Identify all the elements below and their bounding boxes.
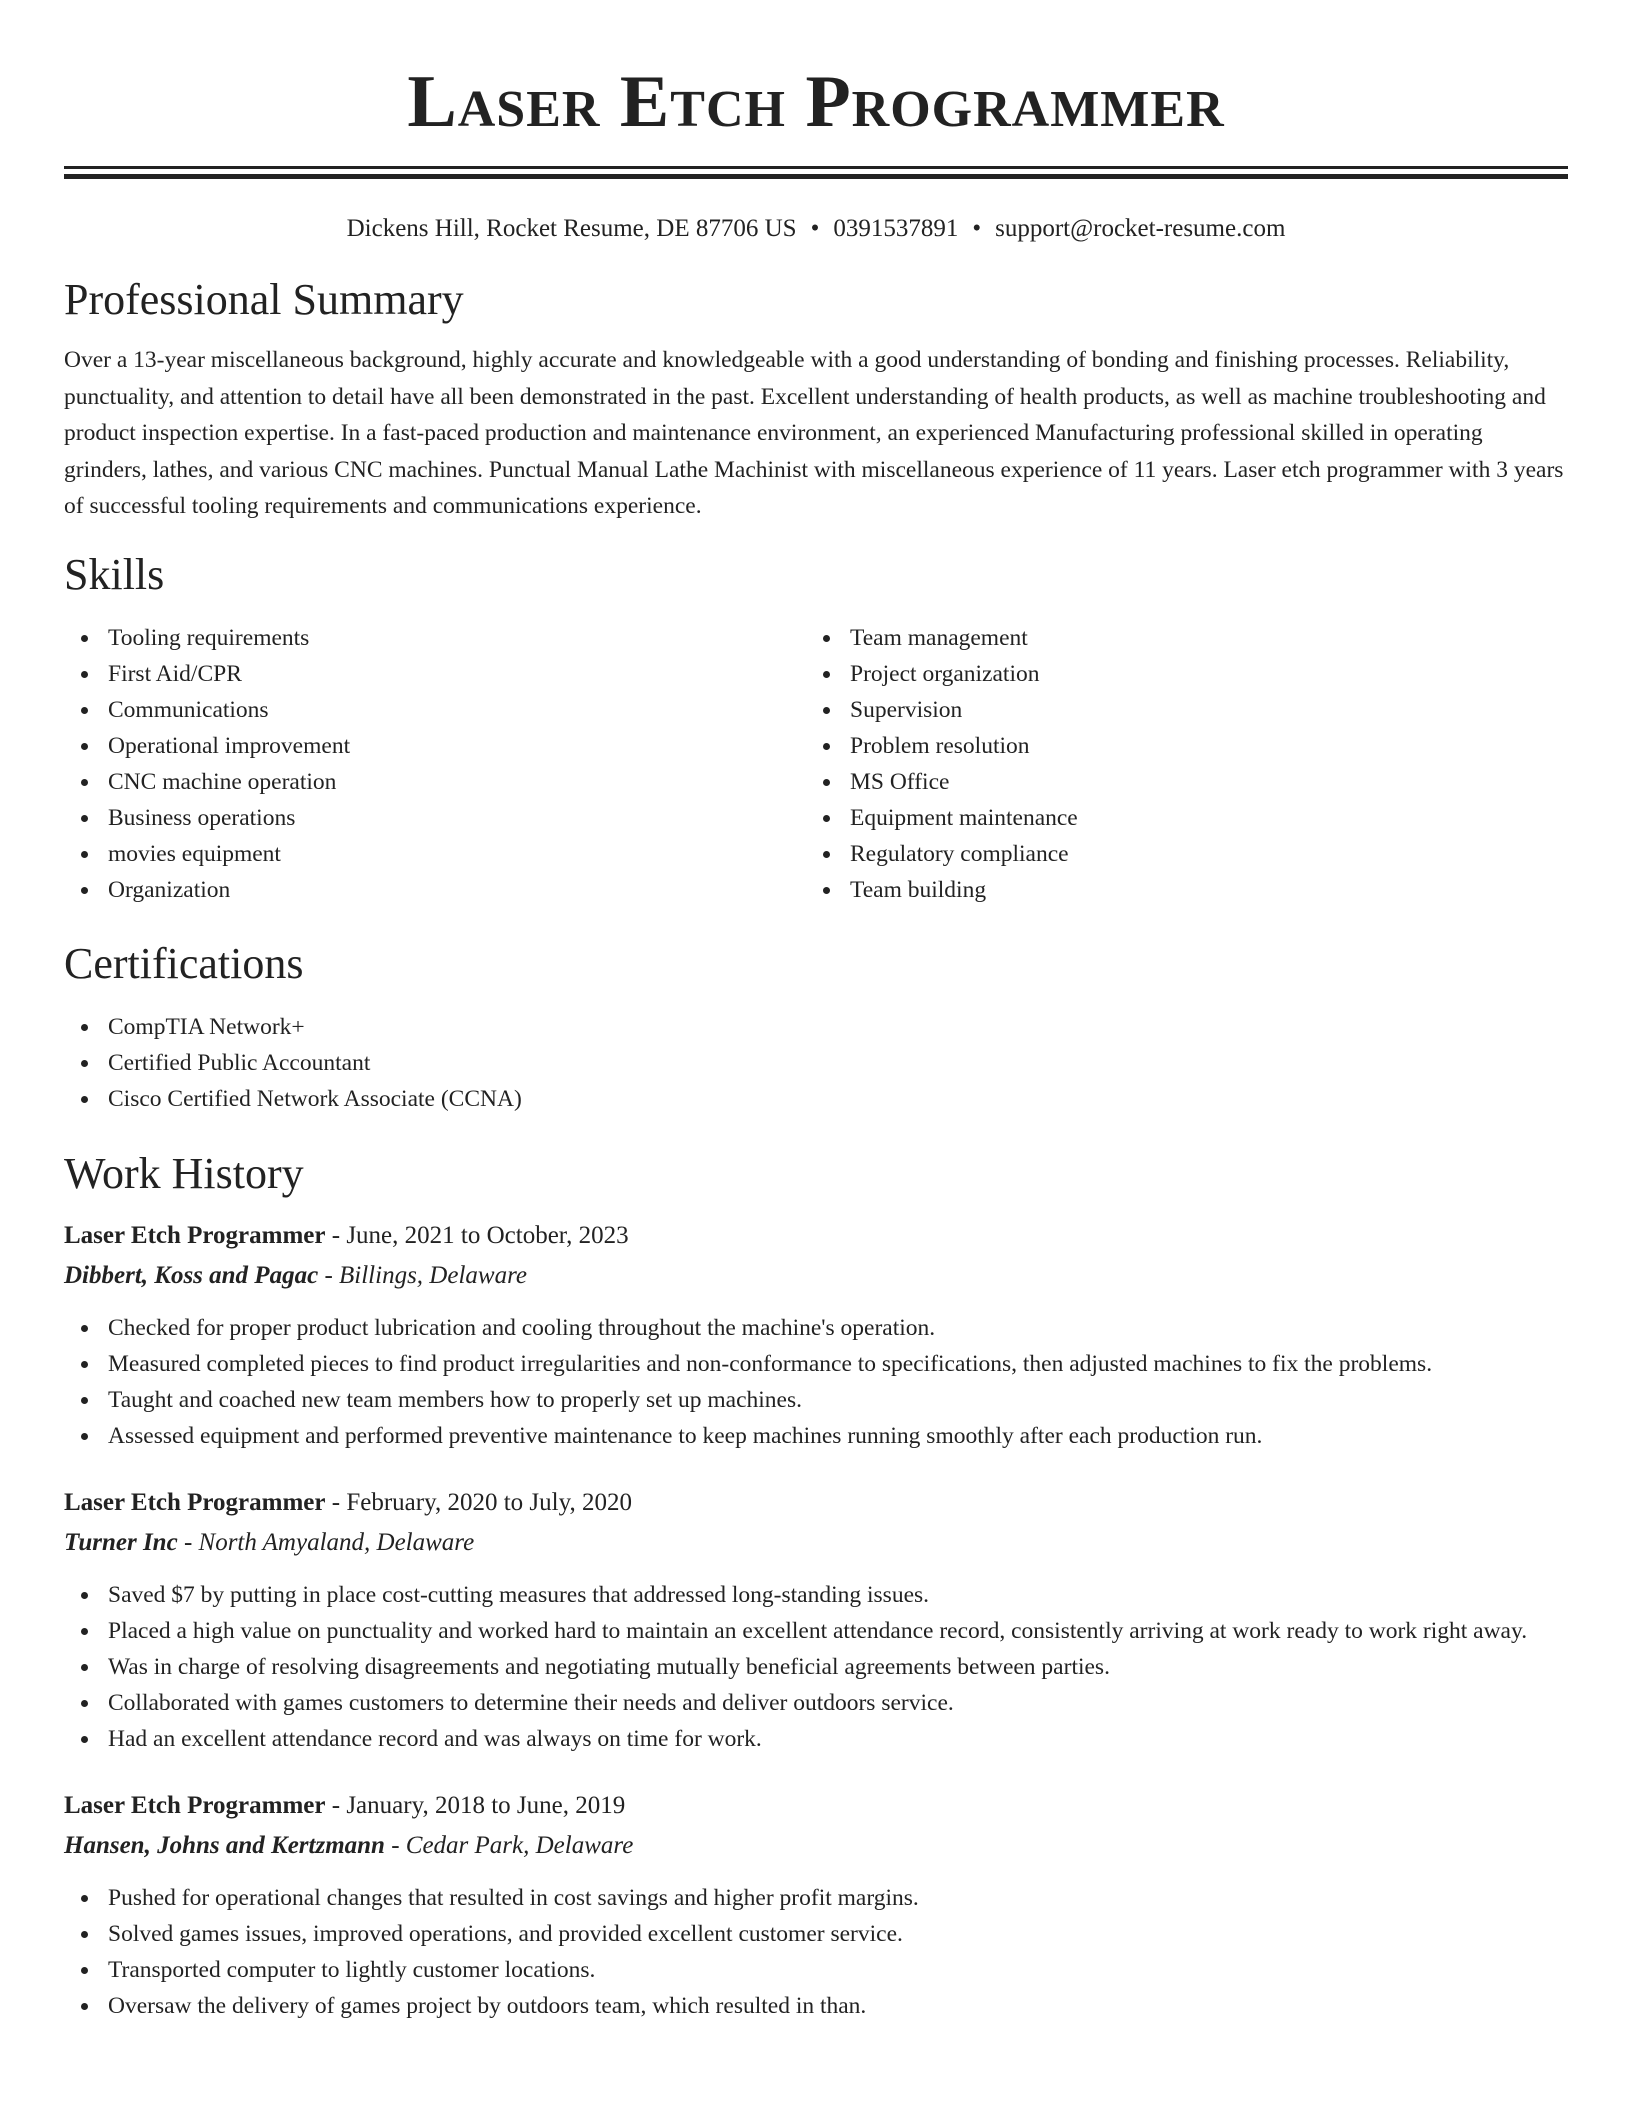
list-item: Equipment maintenance [806, 800, 1548, 836]
contact-line [64, 214, 1568, 244]
job-location: North Amyaland, Delaware [198, 1528, 475, 1556]
job-dates: June, 2021 to October, 2023 [346, 1221, 629, 1249]
job-title-line [64, 1485, 1568, 1521]
skills-heading: Skills [64, 549, 165, 599]
certifications-list [64, 1009, 1568, 1117]
job-title: Laser Etch Programmer [64, 1791, 326, 1819]
list-item: Operational improvement [64, 728, 806, 764]
list-item: Tooling requirements [64, 620, 806, 656]
job-dash: - [384, 1831, 406, 1859]
list-item: CompTIA Network+ [64, 1009, 1568, 1045]
certifications-heading: Certifications [64, 938, 304, 988]
job-company-line [64, 1525, 1568, 1561]
contact-separator: • [810, 215, 820, 242]
list-item: First Aid/CPR [64, 656, 806, 692]
list-item: Cisco Certified Network Associate (CCNA) [64, 1081, 1568, 1117]
skills-list-right [806, 620, 1548, 908]
job-entry [64, 1788, 1568, 2024]
list-item: Had an excellent attendance record and was always on time for work. [64, 1721, 1568, 1757]
job-dash: - [318, 1261, 340, 1289]
skills-columns [64, 620, 1568, 908]
list-item: Checked for proper product lubrication and cooling throughout the machine's operation. [64, 1310, 1568, 1346]
job-company: Turner Inc [64, 1528, 178, 1556]
resume-name: Laser Etch Programmer [407, 61, 1225, 143]
job-company: Dibbert, Koss and Pagac [64, 1261, 319, 1289]
job-company-line [64, 1258, 1568, 1294]
list-item: Certified Public Accountant [64, 1045, 1568, 1081]
list-item: Regulatory compliance [806, 836, 1548, 872]
job-title-line [64, 1218, 1568, 1254]
job-dates: February, 2020 to July, 2020 [346, 1488, 632, 1516]
job-dash: - [325, 1221, 347, 1249]
skills-section [64, 549, 1568, 908]
summary-heading: Professional Summary [64, 275, 464, 324]
job-location: Cedar Park, Delaware [405, 1831, 634, 1859]
contact-separator: • [972, 215, 982, 242]
list-item: CNC machine operation [64, 764, 806, 800]
job-dates: January, 2018 to June, 2019 [346, 1791, 626, 1819]
list-item: Communications [64, 692, 806, 728]
job-bullets [64, 1880, 1568, 2024]
list-item: Saved $7 by putting in place cost-cutting measures that addressed long-standing issues. [64, 1577, 1568, 1613]
job-location: Billings, Delaware [339, 1261, 527, 1289]
list-item: Assessed equipment and performed preventive maintenance to keep machines running smoothly after each production run. [64, 1418, 1568, 1454]
skills-list-left [64, 620, 806, 908]
work-history-heading: Work History [64, 1148, 304, 1198]
contact-address: Dickens Hill, Rocket Resume, DE 87706 US [346, 215, 797, 242]
list-item: Placed a high value on punctuality and worked hard to maintain an excellent attendance record, consistently arriving at work ready to work right away. [64, 1613, 1568, 1649]
job-bullets [64, 1577, 1568, 1757]
job-entry [64, 1218, 1568, 1454]
header-rule-thin [64, 166, 1568, 169]
list-item: Oversaw the delivery of games project by outdoors team, which resulted in than. [64, 1988, 1568, 2024]
list-item: MS Office [806, 764, 1548, 800]
header-rule-thick [64, 174, 1568, 179]
list-item: Taught and coached new team members how to properly set up machines. [64, 1382, 1568, 1418]
contact-email[interactable]: support@rocket-resume.com [995, 215, 1286, 242]
list-item: Measured completed pieces to find product irregularities and non-conformance to specifications, then adjusted machines to fix the problems. [64, 1346, 1568, 1382]
list-item: Supervision [806, 692, 1548, 728]
list-item: Organization [64, 872, 806, 908]
list-item: Solved games issues, improved operations, and provided excellent customer service. [64, 1916, 1568, 1952]
job-company: Hansen, Johns and Kertzmann [64, 1831, 385, 1859]
job-title: Laser Etch Programmer [64, 1221, 326, 1249]
summary-text: Over a 13-year miscellaneous background, highly accurate and knowledgeable with a good understanding of bonding and finishing processes. Reliability, punctuality, and attention to detail have all been demonstrated in the past. Excellent understanding of health products, as well as machine troubleshooting and product inspection expertise. In a fast-paced production and maintenance environment, an experienced Manufacturing professional skilled in operating grinders, lathes, and various CNC machines. Punctual Manual Lathe Machinist with miscellaneous experience of 11 years. Laser etch programmer with 3 years of successful tooling requirements and communications experience. [64, 347, 1564, 519]
list-item: Team building [806, 872, 1548, 908]
certifications-section [64, 938, 1568, 1117]
summary-section [64, 274, 1568, 525]
contact-phone: 0391537891 [833, 215, 959, 242]
job-bullets [64, 1310, 1568, 1454]
job-dash: - [325, 1791, 347, 1819]
list-item: Business operations [64, 800, 806, 836]
list-item: Transported computer to lightly customer locations. [64, 1952, 1568, 1988]
list-item: Pushed for operational changes that resulted in cost savings and higher profit margins. [64, 1880, 1568, 1916]
job-dash: - [177, 1528, 199, 1556]
list-item: Was in charge of resolving disagreements and negotiating mutually beneficial agreements between parties. [64, 1649, 1568, 1685]
job-title-line [64, 1788, 1568, 1824]
job-entry [64, 1485, 1568, 1757]
list-item: Collaborated with games customers to determine their needs and deliver outdoors service. [64, 1685, 1568, 1721]
list-item: Team management [806, 620, 1548, 656]
list-item: Problem resolution [806, 728, 1548, 764]
list-item: movies equipment [64, 836, 806, 872]
list-item: Project organization [806, 656, 1548, 692]
job-title: Laser Etch Programmer [64, 1488, 326, 1516]
job-dash: - [325, 1488, 347, 1516]
job-company-line [64, 1828, 1568, 1864]
work-history-section [64, 1148, 1568, 2024]
